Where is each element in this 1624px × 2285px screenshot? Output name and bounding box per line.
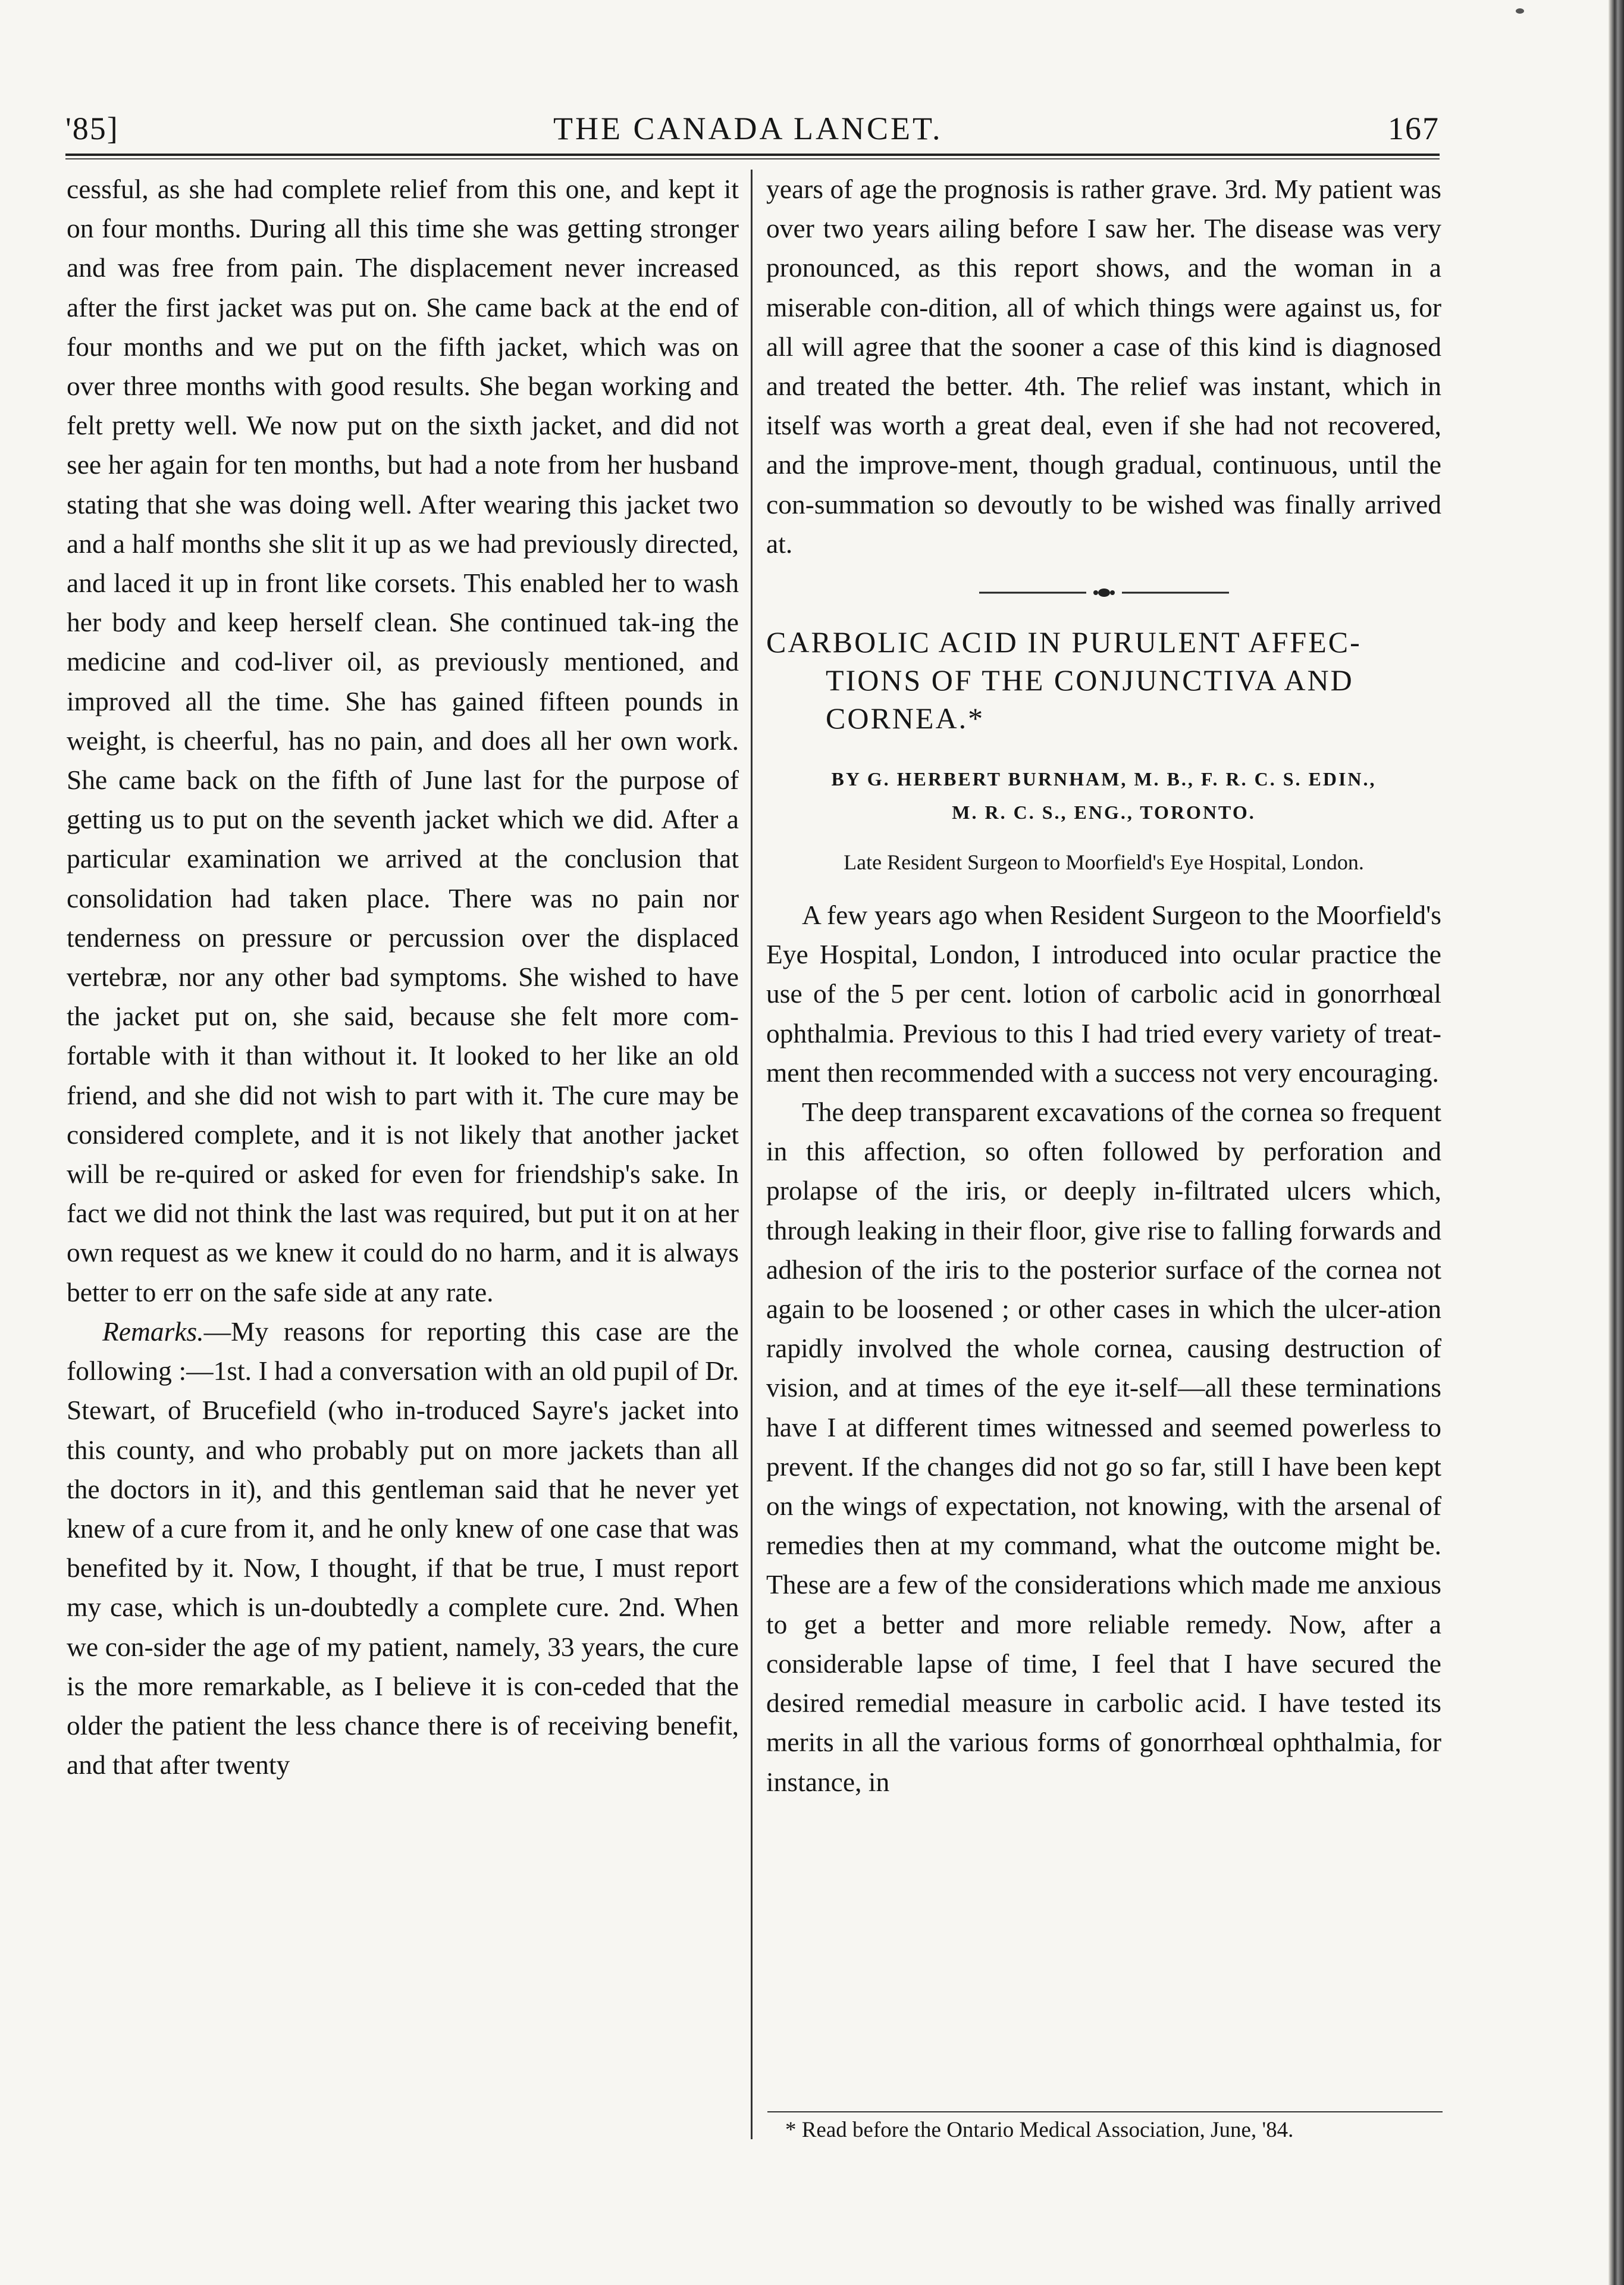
author-byline <box>766 762 1441 829</box>
author-affiliation: Late Resident Surgeon to Moorfield's Eye Hospital, London. <box>844 850 1364 875</box>
right-column <box>766 170 1441 1802</box>
ornament-rule-icon <box>979 584 1229 602</box>
left-paragraph-continued: cessful, as she had complete relief from this one, and kept it on four months. During all this time she was getting stronger and was free from pain. The displacement never increased after the first jacket was put on. She came back at the end of four months and we put on the fifth jacket, which was on over three months with good results. She began working and felt pretty well. We now put on the sixth jacket, and did not see her again for ten months, but had a note from her husband stating that she was doing well. After wearing this jacket two and a half months she slit it up as we had previously directed, and laced it up in front like corsets. This enabled her to wash her body and keep herself clean. She continued tak-ing the medicine and cod-liver oil, as previously mentioned, and improved all the time. She has gained fifteen pounds in weight, is cheerful, has no pain, and does all her own work. She came back on the fifth of June last for the purpose of getting us to put on the seventh jacket which we did. After a particular examination we arrived at the conclusion that consolidation had taken place. There was no pain nor tenderness on pressure or percussion over the displaced vertebræ, nor any other bad symptoms. She wished to have the jacket put on, she said, because she felt more com-fortable with it than without it. It looked to her like an old friend, and she did not wish to part with it. The cure may be considered complete, and it is not likely that another jacket will be re-quired or asked for even for friendship's sake. In fact we did not think the last was required, but put it on at her own request as we knew it could do no harm, and it is always better to err on the safe side at any rate. <box>67 174 739 1307</box>
byline-line-2: M. R. C. S., ENG., TORONTO. <box>952 802 1256 824</box>
page-binding-edge <box>1609 0 1624 2285</box>
section-ornament <box>979 584 1229 602</box>
header-rule <box>65 154 1440 156</box>
header-year: '85] <box>65 111 119 146</box>
article-title <box>766 623 1441 737</box>
article-title-line-2: TIONS OF THE CONJUNCTIVA AND <box>826 663 1354 697</box>
remarks-paragraph <box>67 1312 739 1785</box>
right-paragraph-continued: years of age the prognosis is rather grave. 3rd. My patient was over two years ailing before I saw her. The disease was very pronounced, as this report shows, and the woman in a miserable con-dition, all of which things were against us, for all will agree that the sooner a case of this kind is diagnosed and treated the better. 4th. The relief was instant, which in itself was worth a great deal, even if she had not recovered, and the improve-ment, though gradual, continuous, until the con-summation so devoutly to be wished was finally arrived at. <box>766 174 1441 559</box>
remarks-text: —My reasons for reporting this case are the following :—1st. I had a conversation with an old pupil of Dr. Stewart, of Brucefield (who in-troduced Sayre's jacket into this county, and who probably put on more jackets than all the doctors in it), and this gentleman said that he never yet knew of a cure from it, and he only knew of one case that was benefited by it. Now, I thought, if that be true, I must report my case, which is un-doubtedly a complete cure. 2nd. When we con-sider the age of my patient, namely, 33 years, the cure is the more remarkable, as I believe it is con-ceded that the older the patient the less chance there is of receiving benefit, and that after twenty <box>67 1316 739 1780</box>
journal-title: THE CANADA LANCET. <box>553 111 943 146</box>
footnote-rule <box>767 2111 1443 2112</box>
article-paragraph-2: The deep transparent excavations of the cornea so frequent in this affection, so often followed by perforation and prolapse of the iris, or deeply in-filtrated ulcers which, through leaking in their floor, give rise to falling forwards and adhesion of the iris to the posterior surface of the cornea not again to be loosened ; or other cases in which the ulcer-ation rapidly involved the whole cornea, causing destruction of vision, and at times of the eye it-self—all these terminations have I at different times witnessed and seemed powerless to prevent. If the changes did not go so far, still I have been kept on the wings of expectation, not knowing, with the arsenal of remedies then at my command, what the outcome might be. These are a few of the considerations which made me anxious to get a better and more reliable remedy. Now, after a considerable lapse of time, I feel that I have secured the desired remedial measure in carbolic acid. I have tested its merits in all the various forms of gonorrhœal ophthalmia, for instance, in <box>766 1097 1441 1797</box>
left-column <box>67 170 739 1785</box>
remarks-label: Remarks. <box>102 1316 204 1347</box>
footnote: * Read before the Ontario Medical Association, June, '84. <box>785 2118 1294 2142</box>
article-title-line-1: CARBOLIC ACID IN PURULENT AFFEC- <box>766 625 1362 659</box>
column-divider <box>751 170 753 2139</box>
header-rule-thin <box>65 158 1440 159</box>
running-header <box>65 110 1440 152</box>
article-title-line-3: CORNEA.* <box>826 702 985 735</box>
page-number: 167 <box>1388 111 1440 146</box>
article-paragraph-1: A few years ago when Resident Surgeon to the Moorfield's Eye Hospital, London, I introduced into ocular practice the use of the 5 per cent. lotion of carbolic acid in gonorrhœal ophthalmia. Previous to this I had tried every variety of treat-ment then recommended with a success not very encouraging. <box>766 900 1441 1088</box>
ink-speck <box>1516 8 1524 14</box>
byline-line-1: BY G. HERBERT BURNHAM, M. B., F. R. C. S. EDIN., <box>831 768 1377 790</box>
